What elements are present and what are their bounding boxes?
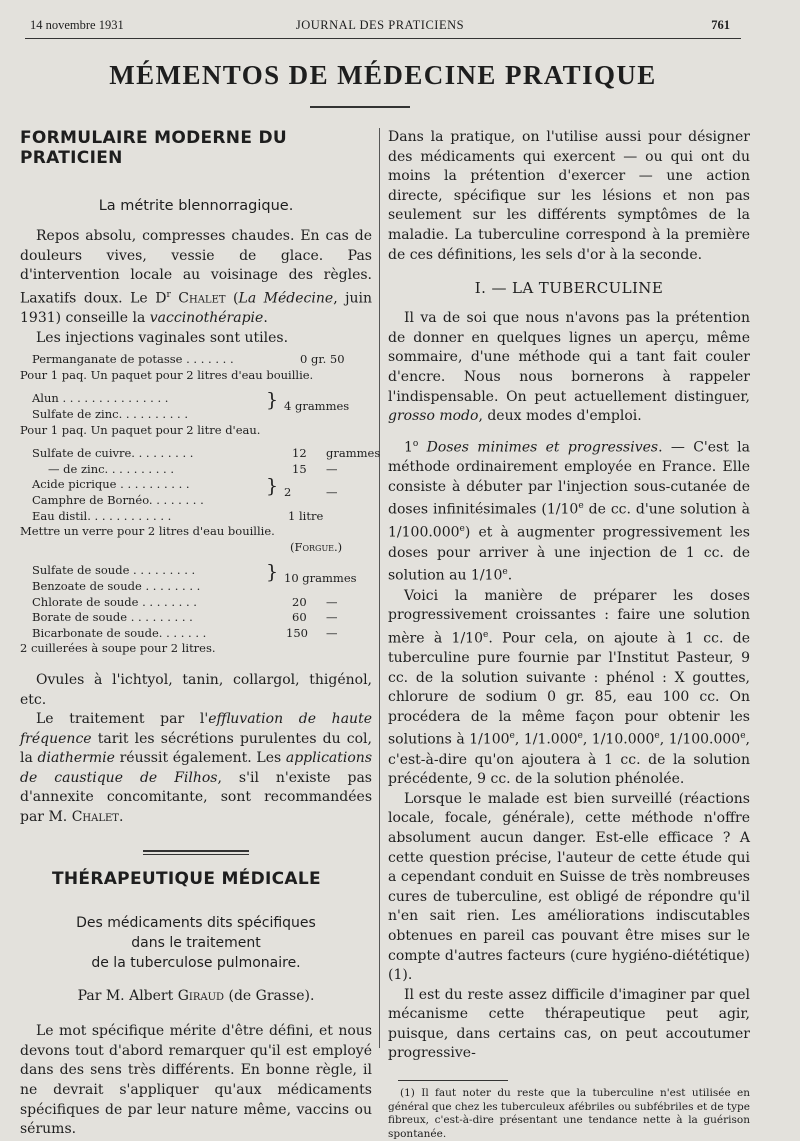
byline: Par M. Albert Giraud (de Grasse). (77, 987, 315, 1004)
paragraph-doses: 1$^o$ Doses minimes et progressives. — C'est la méthode ordinairement employée en France. Elle consiste à débuter par l'injection sous-cutanée de doses infinitésimales (1/10e de cc. d'une solution à 1/100.000e) et à augmenter progressivement les doses pour arriver à une injection de 1 cc. de solution au 1/10e. (388, 438, 751, 584)
paragraph-effluvation: Le traitement par l'effluvation de haute fréquence tarit les sécrétions purulentes du col, la diathermie réussit également. Les applications de caustique de Filhos, s'il n'existe pas d'annexite concomitante, sont recommandées par M. Chalet. (20, 711, 373, 826)
page-title: MÉMENTOS DE MÉDECINE PRATIQUE (109, 60, 657, 90)
author-name: Chalet (178, 290, 226, 307)
left-column (20, 128, 381, 1140)
paragraph-pratique: Dans la pratique, on l'utilise aussi pour désigner des médicaments qui exercent — ou qui ont du moins la prétention d'exercer — une action directe, spécifique sur les lésions et non pas seulement sur les différents symptômes de la maladie. La tuberculine correspond à la première de ces définitions, les sels d'or à la seconde. (388, 129, 750, 263)
byline-author: Giraud (177, 987, 225, 1004)
paragraph-methode: Il va de soi que nous n'avons pas la prétention de donner en quelques lignes un aperçu, même sommaire, d'une méthode qui a tant fait couler d'encre. Nous nous bornerons à rappeler l'indispensable. On peut actuellement distinguer, grosso modo, deux modes d'emploi. (388, 310, 750, 425)
column-divider (379, 128, 380, 1048)
paragraph-preparation: Voici la manière de préparer les doses progressivement croissantes : faire une solution mère à 1/10e. Pour cela, on ajoute à 1 cc. de tuberculine pure fournie par l'Institut Pasteur, 9 cc. de la solution suivante : phénol : X gouttes, chlorure de sodium 0 gr. 85, eau 100 cc. On procédera de la même façon pour obtenir les solutions à 1/100e, 1/1.000e, 1/10.000e, 1/100.000e, c'est-à-dire qu'on ajoutera à 1 cc. de la solution précédente, 9 cc. de la solution phénolée. (388, 587, 750, 788)
journal-name: JOURNAL DES PRATICIENS (295, 18, 465, 32)
paragraph-injections: Les injections vaginales sont utiles. (36, 329, 289, 346)
formula-alun: Alun . . . . . . . . . . . . . . . } 4 grammes Sulfate de zinc. . . . . . . . . . Pour 1 paq. Un paquet pour 2 litre d'eau. (20, 389, 350, 437)
formula-permanganate: Permanganate de potasse . . . . . . . 0 gr. 50 Pour 1 paq. Un paquet pour 2 litres d'eau bouillie. (20, 352, 345, 382)
paragraph-specifique: Le mot spécifique mérite d'être défini, et nous devons tout d'abord remarquer qu'il est employé dans des sens très différents. En bonne règle, il ne devrait s'appliquer qu'aux médicaments spécifiques de par leur nature même, vaccins ou sérums. (20, 1023, 372, 1138)
paragraph-mecanisme: Il est du reste assez difficile d'imaginer par quel mécanisme cette thérapeutique peut agir, puisque, dans certains cas, on peut accoutumer progressive- (388, 986, 750, 1062)
footnote: (1) Il faut noter du reste que la tuberculine n'est utilisée en général que chez les tuberculeux afébriles ou subfébriles et de type fibreux, c'est-à-dire présentant une tendance nette à la guérison spontanée. (388, 1087, 750, 1140)
paragraph-surveillance: Lorsque le malade est bien surveillé (réactions locale, focale, générale), cette méthode n'offre absolument aucun danger. Est-elle efficace ? A cette question précise, l'auteur de cette étude qui a cependant conduit en Suisse de très nombreuses cures de tuberculine, est obligé de répondre qu'il n'en sait rien. Les améliorations indiscutables obtenues en pareil cas pouvant être mises sur le compte d'autres facteurs (cure hygiéno-diététique) (1). (388, 790, 750, 984)
article-title-metrite: La métrite blennorragique. (98, 198, 294, 214)
formula-soude: Sulfate de soude . . . . . . . . . } 10 grammes Benzoate de soude . . . . . . . . Chlorate de soude . . . . . . . . 20 — Borate de soude . . . . . . . . . 60 — Bicarbonate de soude. . . . . . . 150 — 2 cuillerées à soupe pour 2 litres. (20, 561, 357, 656)
header-rule (25, 38, 741, 39)
heading-tuberculine: I. — LA TUBERCULINE (474, 279, 664, 298)
issue-date: 14 novembre 1931 (30, 18, 124, 32)
running-head (30, 18, 730, 36)
right-column (388, 128, 750, 1141)
paragraph-ovules: Ovules à l'ichtyol, tanin, collargol, thigénol, etc. (20, 671, 372, 708)
section-title-therapeutique: THÉRAPEUTIQUE MÉDICALE (52, 868, 321, 889)
formula-source: (Forgue.) (290, 539, 343, 554)
title-rule (310, 106, 410, 108)
page-number: 761 (711, 18, 730, 32)
section-title-formulaire: FORMULAIRE MODERNE DU PRATICIEN (20, 128, 287, 168)
formula-cuivre: Sulfate de cuivre. . . . . . . . . 12 grammes — de zinc. . . . . . . . . . 15 — Acide picrique . . . . . . . . . . } 2 — Camphre de Bornéo. . . . . . . . Eau distil. . . . . . . . . . . . 1 litre Mettre un verre pour 2 litres d'eau bouillie. (Forgue.) (20, 446, 381, 554)
paragraph-treatment: Repos absolu, compresses chaudes. En cas de douleurs vives, vessie de glace. Pas d'intervention locale au voisinage des règles. Laxatifs doux. Le $D^r$ Chalet (La Médecine, juin 1931) conseille la vaccinothérapie. (20, 228, 372, 327)
article-title-medicaments: Des médicaments dits spécifiques dans le traitement de la tuberculose pulmonaire. (76, 914, 316, 971)
